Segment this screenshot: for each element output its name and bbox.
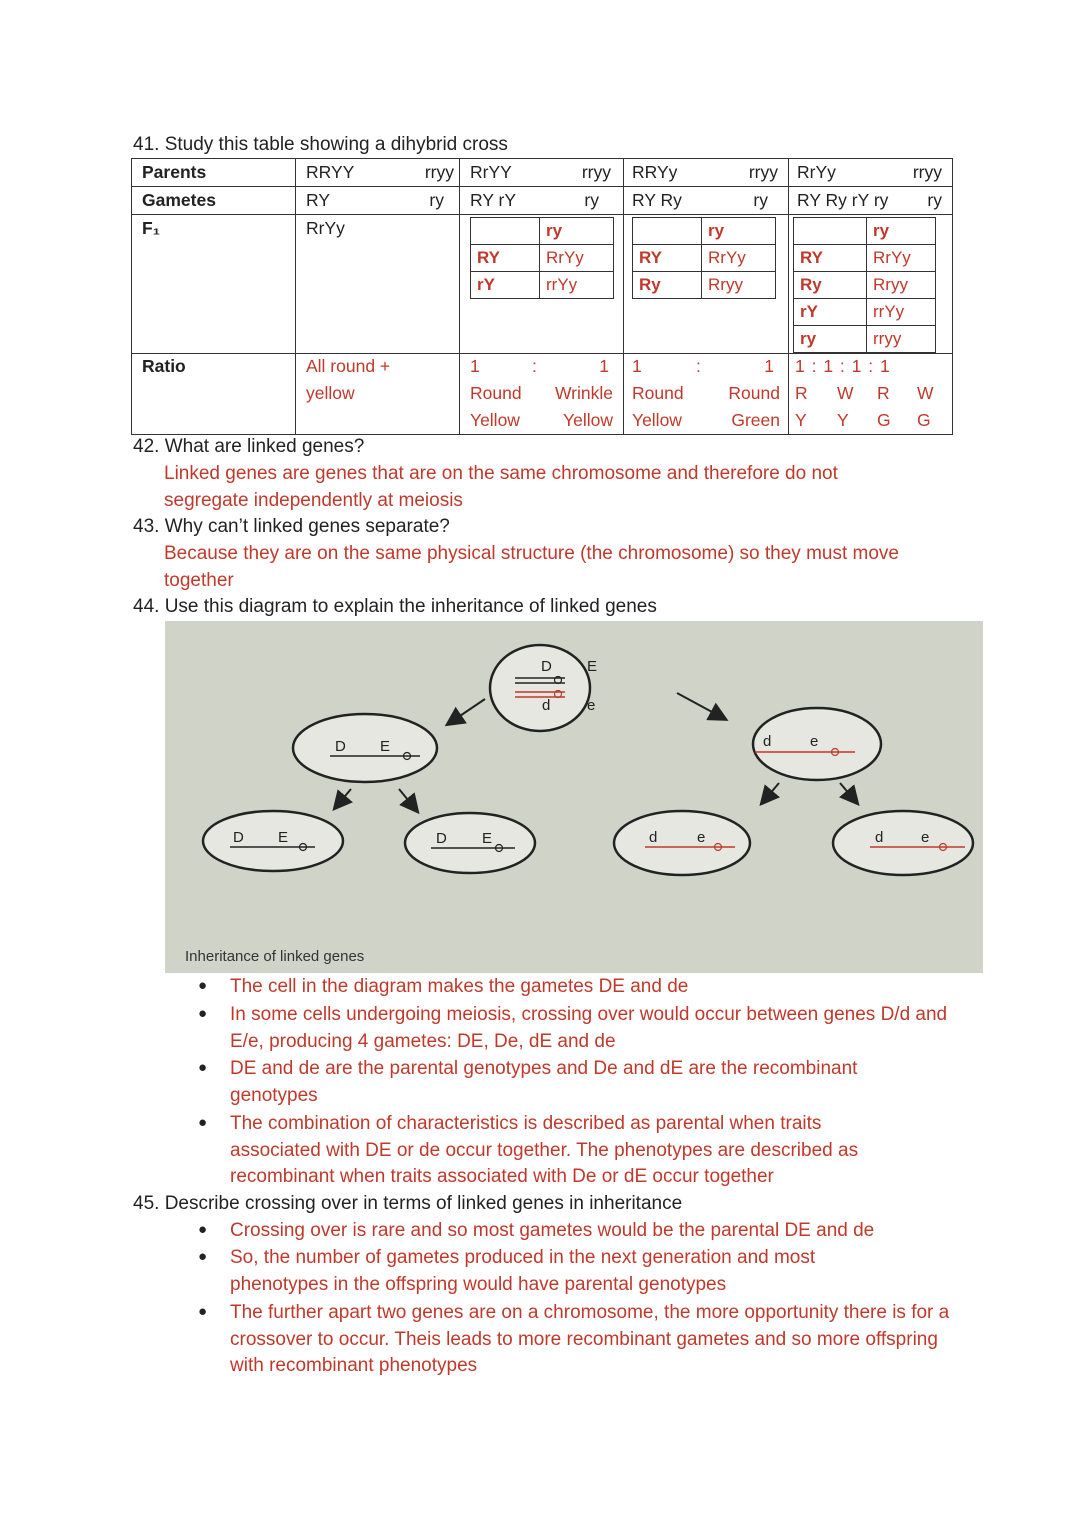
punnett-c4-header: ry (867, 218, 936, 245)
diagram-svg (165, 621, 983, 973)
parent-c1-right: rryy (424, 162, 454, 182)
ratio-c4-pheno-1-4: W (917, 383, 934, 403)
bullet-dot: ● (198, 977, 208, 994)
label-top-d: d (542, 697, 551, 714)
gamete-c3-left: RY Ry (632, 190, 682, 210)
gamete-cell-DE-2 (405, 813, 535, 873)
punnett-c4-gamete-4: ry (794, 326, 867, 353)
ratio-c2-pheno-1a: Round (470, 383, 522, 403)
bullet-dot: ● (198, 1114, 208, 1131)
ratio-c3-pheno-1b: Round (728, 383, 780, 403)
ratio-c4-pheno-1-2: W (837, 383, 854, 403)
arrow-mid-left-2 (399, 789, 417, 811)
parent-cell (490, 645, 590, 731)
ratio-c2-sep: : (532, 356, 537, 376)
row-label-f1: F₁ (142, 218, 160, 238)
label-mid-d: d (763, 733, 772, 750)
ratio-c4-pheno-2-3: G (877, 410, 891, 430)
punnett-c3-cell-1: RrYy (702, 245, 776, 272)
punnett-c4-gamete-3: rY (794, 299, 867, 326)
parent-c2-right: rryy (581, 162, 611, 182)
row-label-ratio: Ratio (142, 356, 186, 376)
arrow-mid-right-1 (762, 783, 779, 803)
answer-43: Because they are on the same physical structure (the chromosome) so they must move together (164, 543, 899, 591)
question-45: 45. Describe crossing over in terms of linked genes in inheritance (133, 1193, 683, 1214)
punnett-c2-cell-1: RrYy (540, 245, 614, 272)
gamete-c3-right: ry (753, 190, 768, 210)
label-g4-d: d (875, 829, 884, 846)
diagram-caption: Inheritance of linked genes (185, 948, 365, 965)
parent-c4-right: rryy (912, 162, 942, 182)
punnett-c4-gamete-1: RY (794, 245, 867, 272)
label-g4-e: e (921, 829, 930, 846)
question-43: 43. Why can’t linked genes separate? (133, 516, 450, 537)
label-top-e: e (587, 697, 596, 714)
ratio-c3-pheno-2b: Green (731, 410, 780, 430)
q44-bullet-2: In some cells undergoing meiosis, crossing over would occur between genes D/d and E/e, producing 4 gametes: DE, De, dE and de (230, 1004, 948, 1052)
question-41: 41. Study this table showing a dihybrid cross (133, 134, 508, 155)
cell-DE-middle (293, 714, 437, 782)
gamete-cell-de-1 (614, 811, 750, 875)
ratio-c4-pheno-2-2: Y (837, 410, 849, 430)
punnett-c4-gamete-2: Ry (794, 272, 867, 299)
row-label-gametes: Gametes (142, 190, 216, 210)
punnett-c2-gamete-2: rY (471, 272, 540, 299)
bullet-dot: ● (198, 1221, 208, 1238)
row-label-parents: Parents (142, 162, 207, 182)
dihybrid-table (131, 158, 953, 435)
gamete-c2-right: ry (584, 190, 599, 210)
answer-42: Linked genes are genes that are on the same chromosome and therefore do not segregate independently at meiosis (164, 463, 838, 511)
gamete-c2-left: RY rY (470, 190, 517, 210)
ratio-c3-sep: : (696, 356, 701, 376)
punnett-c2 (470, 217, 614, 299)
label-g3-d: d (649, 829, 658, 846)
ratio-c3-pheno-2a: Yellow (632, 410, 682, 430)
gamete-c1-right: ry (429, 190, 444, 210)
arrow-top-right (677, 693, 725, 719)
ratio-c2-pheno-1b: Wrinkle (554, 383, 613, 403)
punnett-c3-gamete-1: RY (633, 245, 702, 272)
q44-bullet-1: The cell in the diagram makes the gametes DE and de (230, 976, 689, 997)
ratio-c1-line1: All round + (306, 356, 391, 376)
ratio-c2-pheno-2b: Yellow (563, 410, 613, 430)
f1-c1: RrYy (306, 218, 345, 238)
label-mid-D: D (335, 738, 346, 755)
bullet-dot: ● (198, 1303, 208, 1320)
label-top-E: E (587, 658, 598, 675)
ratio-c4-pheno-2-4: G (917, 410, 931, 430)
ratio-c4-pheno-1-1: R (795, 383, 808, 403)
label-g1-E: E (278, 829, 289, 846)
punnett-c2-cell-2: rrYy (540, 272, 614, 299)
ratio-c4-pheno-1-3: R (877, 383, 890, 403)
ratio-c2-left: 1 (470, 356, 480, 376)
label-g1-D: D (233, 829, 244, 846)
parent-c3-right: rryy (748, 162, 778, 182)
punnett-c3-gamete-2: Ry (633, 272, 702, 299)
gamete-c1-left: RY (306, 190, 330, 210)
ratio-c4-numbers: 1 : 1 : 1 : 1 (795, 356, 891, 376)
bullet-dot: ● (198, 1248, 208, 1265)
ratio-c4-pheno-2-1: Y (795, 410, 807, 430)
gamete-c4-left: RY Ry rY ry (797, 190, 889, 210)
parent-c3-left: RRYy (632, 162, 678, 182)
bullet-dot: ● (198, 1005, 208, 1022)
label-mid-e: e (810, 733, 819, 750)
question-44: 44. Use this diagram to explain the inheritance of linked genes (133, 596, 657, 617)
q44-bullet-3: DE and de are the parental genotypes and De and dE are the recombinant genotypes (230, 1058, 858, 1106)
punnett-c4-cell-4: rryy (867, 326, 936, 353)
q45-bullet-2: So, the number of gametes produced in the next generation and most phenotypes in the offspring would have parental genotypes (230, 1247, 816, 1295)
punnett-c4 (793, 217, 936, 353)
bullet-dot: ● (198, 1059, 208, 1076)
ratio-c2-right: 1 (599, 356, 609, 376)
label-g2-E: E (482, 830, 493, 847)
punnett-c3-cell-2: Rryy (702, 272, 776, 299)
ratio-c3-left: 1 (632, 356, 642, 376)
punnett-c4-cell-2: Rryy (867, 272, 936, 299)
label-mid-E: E (380, 738, 391, 755)
parent-c1-left: RRYY (306, 162, 355, 182)
label-top-D: D (541, 658, 552, 675)
label-g2-D: D (436, 830, 447, 847)
arrow-mid-left-1 (335, 789, 351, 808)
punnett-c2-gamete-1: RY (471, 245, 540, 272)
parent-c2-left: RrYY (470, 162, 512, 182)
punnett-c2-header: ry (540, 218, 614, 245)
punnett-c4-cell-1: RrYy (867, 245, 936, 272)
ratio-c2-pheno-2a: Yellow (470, 410, 520, 430)
arrow-top-left (448, 699, 485, 724)
punnett-c3 (632, 217, 776, 299)
punnett-c4-cell-3: rrYy (867, 299, 936, 326)
ratio-c3-pheno-1a: Round (632, 383, 684, 403)
q45-bullet-3: The further apart two genes are on a chromosome, the more opportunity there is for a crossover to occur. Theis leads to more recombinant gametes and so more offspring with recombinant phenotypes (230, 1302, 950, 1376)
parent-c4-left: RrYy (797, 162, 836, 182)
gamete-cell-de-2 (833, 811, 973, 875)
ratio-c3-right: 1 (764, 356, 774, 376)
punnett-c3-header: ry (702, 218, 776, 245)
gamete-c4-right: ry (927, 190, 942, 210)
arrow-mid-right-2 (840, 783, 857, 803)
question-42: 42. What are linked genes? (133, 436, 365, 457)
linked-genes-diagram (165, 621, 983, 973)
q45-bullet-1: Crossing over is rare and so most gametes would be the parental DE and de (230, 1220, 875, 1241)
q44-bullet-4: The combination of characteristics is described as parental when traits associated with DE or de occur together. The phenotypes are described as recombinant when traits associated with De or dE occur together (230, 1113, 859, 1187)
label-g3-e: e (697, 829, 706, 846)
gamete-cell-DE-1 (203, 811, 343, 871)
ratio-c1-line2: yellow (306, 383, 355, 403)
